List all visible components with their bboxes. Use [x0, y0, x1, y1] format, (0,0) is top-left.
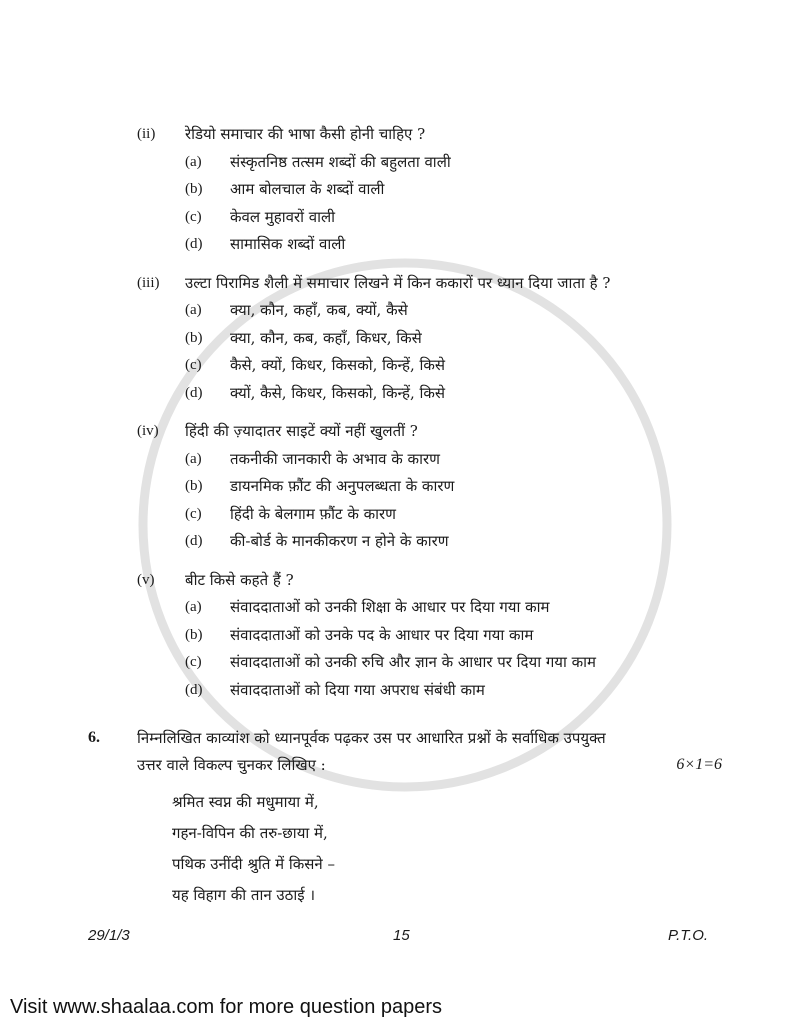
- poem-line: गहन-विपिन की तरु-छाया में,: [172, 824, 328, 842]
- option-text: क्या, कौन, कहाँ, कब, क्यों, कैसे: [230, 301, 408, 319]
- option-text: केवल मुहावरों वाली: [230, 207, 336, 226]
- option: [0, 528, 800, 556]
- question-text: बीट किसे कहते हैं ?: [185, 570, 294, 589]
- option: [0, 677, 800, 705]
- option: [0, 473, 800, 501]
- option: [0, 380, 800, 408]
- question-text: उल्टा पिरामिड शैली में समाचार लिखने में किन ककारों पर ध्यान दिया जाता है ?: [185, 273, 611, 292]
- option-label: (c): [185, 654, 202, 670]
- question-line: [0, 270, 800, 298]
- option-text: डायनमिक फ़ौंट की अनुपलब्धता के कारण: [230, 477, 455, 495]
- option-text: संवाददाताओं को उनकी रुचि और ज्ञान के आधार पर दिया गया काम: [230, 653, 597, 671]
- option-label: (a): [185, 450, 202, 467]
- option: [0, 204, 800, 232]
- poem: [172, 790, 335, 914]
- question-block: [0, 418, 800, 556]
- option-text: क्या, कौन, कब, कहाँ, किधर, किसे: [230, 328, 422, 347]
- option-text: आम बोलचाल के शब्दों वाली: [230, 180, 385, 198]
- poem-line: श्रमित स्वप्न की मधुमाया में,: [172, 793, 319, 811]
- option: [0, 622, 800, 650]
- question-block: [0, 567, 800, 705]
- option-label: (b): [185, 181, 203, 197]
- poem-line: पथिक उनींदी श्रुति में किसने –: [172, 855, 336, 873]
- question-number: (iv): [137, 423, 159, 439]
- option-text: कैसे, क्यों, किधर, किसको, किन्हें, किसे: [230, 356, 446, 374]
- option-label: (c): [185, 357, 202, 373]
- option: [0, 594, 800, 622]
- option-label: (d): [185, 681, 203, 698]
- option-text: की-बोर्ड के मानकीकरण न होने के कारण: [230, 532, 449, 550]
- question-number: (v): [137, 571, 155, 588]
- question-line: [0, 121, 800, 149]
- option-label: (d): [185, 384, 203, 401]
- option: [0, 649, 800, 677]
- option: [0, 446, 800, 474]
- option-text: सामासिक शब्दों वाली: [230, 235, 346, 253]
- question-block: [0, 121, 800, 259]
- option-label: (a): [185, 153, 202, 170]
- option-text: हिंदी के बेलगाम फ़ौंट के कारण: [230, 504, 397, 523]
- question-list: [0, 121, 800, 715]
- question-number: (iii): [137, 274, 160, 291]
- option-text: संवाददाताओं को उनके पद के आधार पर दिया गया काम: [230, 625, 534, 644]
- poem-line: यह विहाग की तान उठाई ।: [172, 886, 316, 904]
- marks: 6×1=6: [676, 756, 722, 773]
- option-text: संवाददाताओं को उनकी शिक्षा के आधार पर दिया गया काम: [230, 598, 550, 616]
- option: [0, 176, 800, 204]
- question-block: [0, 270, 800, 408]
- option-label: (c): [185, 208, 202, 225]
- question-number: (ii): [137, 126, 156, 142]
- question-text-line-2: उत्तर वाले विकल्प चुनकर लिखिए :: [137, 756, 326, 774]
- option-label: (a): [185, 302, 202, 318]
- question-line: [0, 567, 800, 595]
- option: [0, 297, 800, 325]
- page-number: 15: [393, 927, 410, 944]
- pto-label: P.T.O.: [668, 927, 709, 944]
- option: [0, 352, 800, 380]
- option-label: (a): [185, 599, 202, 615]
- option-text: तकनीकी जानकारी के अभाव के कारण: [230, 449, 440, 468]
- option-label: (c): [185, 505, 202, 522]
- question-text: हिंदी की ज़्यादातर साइटें क्यों नहीं खुलतीं ?: [185, 422, 418, 440]
- option-label: (d): [185, 236, 203, 252]
- question-text-line-1: निम्नलिखित काव्यांश को ध्यानपूर्वक पढ़कर उस पर आधारित प्रश्नों के सर्वाधिक उपयुक्त: [137, 729, 606, 747]
- option-label: (b): [185, 626, 203, 643]
- option: [0, 149, 800, 177]
- option: [0, 231, 800, 259]
- option-text: संस्कृतनिष्ठ तत्सम शब्दों की बहुलता वाली: [230, 152, 451, 171]
- option-text: संवाददाताओं को दिया गया अपराध संबंधी काम: [230, 680, 485, 699]
- option-label: (b): [185, 478, 203, 494]
- question-text: रेडियो समाचार की भाषा कैसी होनी चाहिए ?: [185, 125, 426, 143]
- option: [0, 501, 800, 529]
- option-label: (b): [185, 329, 203, 346]
- option: [0, 325, 800, 353]
- question-line: [0, 418, 800, 446]
- option-label: (d): [185, 533, 203, 549]
- question-number: 6.: [88, 729, 100, 746]
- promo-banner: Visit www.shaalaa.com for more question papers: [10, 996, 443, 1018]
- paper-code: 29/1/3: [88, 927, 130, 944]
- option-text: क्यों, कैसे, किधर, किसको, किन्हें, किसे: [230, 383, 446, 402]
